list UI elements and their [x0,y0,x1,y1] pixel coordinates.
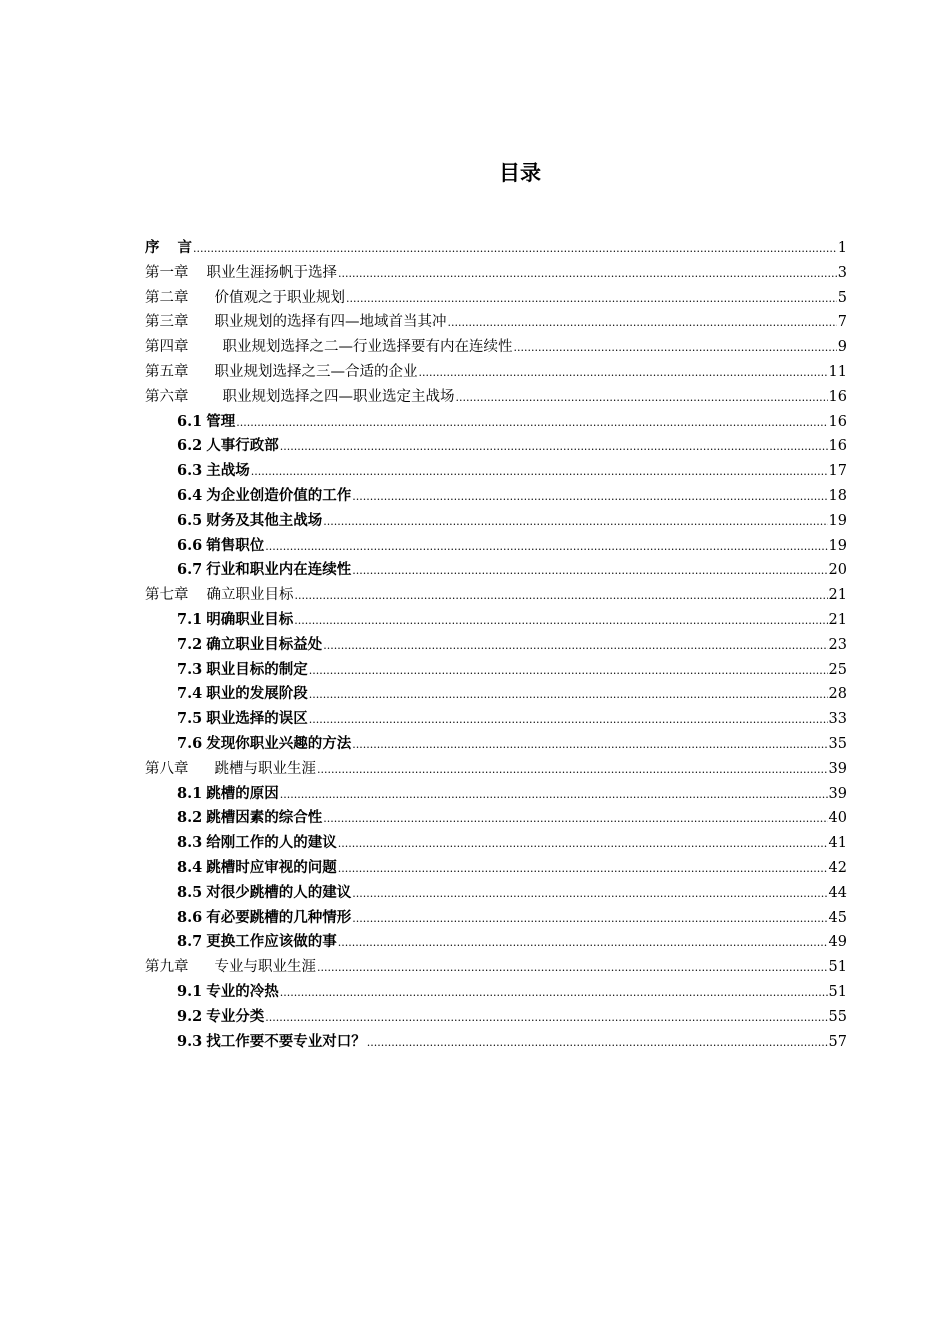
toc-entry-label [177,633,322,658]
toc-page-number: 9 [837,339,847,356]
toc-entry-text: 价值观之于职业规划 [214,289,345,306]
toc-entry-number: 7.3 [177,660,203,678]
toc-entry-text: 管理 [206,412,236,430]
toc-entry-text: 对很少跳槽的人的建议 [206,883,352,901]
toc-entry-text: 职业生涯扬帆于选择 [206,264,337,281]
toc-section-entry[interactable] [145,459,847,484]
toc-entry-text: 销售职位 [206,536,265,554]
toc-dot-leader [280,783,828,808]
toc-page-number: 39 [828,785,847,802]
table-of-contents [145,236,847,1054]
toc-entry-label [177,732,351,757]
toc-entry-number: 8.3 [177,834,203,852]
toc-entry-label [145,335,513,360]
toc-dot-leader [323,510,827,535]
toc-page-number: 7 [837,314,847,331]
toc-dot-leader [352,559,827,584]
toc-chapter-entry[interactable] [145,360,847,385]
toc-entry-text: 职业目标的制定 [206,660,308,678]
toc-preface-entry[interactable] [145,236,847,261]
toc-entry-number: 6.5 [177,511,203,529]
toc-page-number: 49 [828,934,847,951]
toc-entry-label [177,484,351,509]
toc-page-number: 21 [828,587,847,604]
toc-section-entry[interactable] [145,707,847,732]
toc-page-number: 40 [828,810,847,827]
toc-chapter-entry[interactable] [145,583,847,608]
toc-page-number: 16 [828,413,847,430]
toc-dot-leader [309,708,828,733]
toc-section-entry[interactable] [145,930,847,955]
toc-page-number: 28 [828,686,847,703]
toc-section-entry[interactable] [145,806,847,831]
toc-dot-leader [346,287,837,312]
toc-entry-text: 明确职业目标 [206,610,294,628]
toc-dot-leader [323,634,827,659]
toc-page-number: 39 [828,760,847,777]
toc-page-number: 19 [828,537,847,554]
toc-page-number: 18 [828,487,847,504]
toc-entry-label [145,955,316,980]
toc-page-number: 25 [828,661,847,678]
toc-section-entry[interactable] [145,608,847,633]
toc-section-entry[interactable] [145,782,847,807]
toc-entry-text: 跳槽因素的综合性 [206,809,323,827]
toc-entry-number: 第四章 [145,339,189,356]
toc-entry-text: 更换工作应该做的事 [206,933,337,951]
toc-dot-leader [236,411,827,436]
toc-entry-text: 有必要跳槽的几种情形 [206,908,352,926]
toc-section-entry[interactable] [145,509,847,534]
toc-page-number: 16 [828,438,847,455]
toc-entry-label [177,534,264,559]
toc-entry-number: 8.6 [177,908,203,926]
toc-entry-label [177,707,308,732]
toc-page-number: 44 [828,884,847,901]
toc-entry-number: 序 [145,239,160,256]
toc-page-number: 55 [828,1008,847,1025]
toc-entry-number: 第五章 [145,363,189,380]
toc-page-number: 33 [828,711,847,728]
toc-entry-text: 给刚工作的人的建议 [206,834,337,852]
toc-entry-label [177,558,351,583]
toc-entry-text: 找工作要不要专业对口？ [206,1032,366,1050]
toc-entry-label [177,881,351,906]
toc-page-number: 20 [828,562,847,579]
toc-entry-text: 言 [177,239,192,256]
toc-chapter-entry[interactable] [145,955,847,980]
toc-entry-label [177,980,279,1005]
toc-entry-text: 行业和职业内在连续性 [206,561,352,579]
toc-entry-text: 确立职业目标 [206,587,294,604]
toc-entry-label [177,806,322,831]
toc-entry-number: 8.5 [177,883,203,901]
toc-entry-text: 为企业创造价值的工作 [206,486,352,504]
toc-page-number: 45 [828,909,847,926]
toc-entry-number: 6.4 [177,486,203,504]
toc-entry-number: 6.2 [177,437,203,455]
toc-dot-leader [323,807,827,832]
toc-page-number: 3 [837,264,847,281]
toc-page-number: 23 [828,636,847,653]
toc-entry-number: 6.1 [177,412,203,430]
toc-entry-number: 9.3 [177,1032,203,1050]
toc-entry-number: 6.6 [177,536,203,554]
toc-dot-leader [265,1006,827,1031]
toc-dot-leader [309,659,828,684]
toc-chapter-entry[interactable] [145,385,847,410]
toc-entry-text: 主战场 [206,462,250,480]
toc-section-entry[interactable] [145,658,847,683]
toc-entry-text: 职业规划选择之三—合适的企业 [214,363,418,380]
toc-section-entry[interactable] [145,856,847,881]
toc-section-entry[interactable] [145,980,847,1005]
toc-entry-label [177,459,250,484]
toc-entry-number: 8.1 [177,784,203,802]
toc-entry-text: 专业的冷热 [206,982,279,1000]
toc-section-entry[interactable] [145,410,847,435]
toc-entry-number: 第七章 [145,587,189,604]
toc-entry-label [177,831,337,856]
toc-dot-leader [456,386,828,411]
toc-section-entry[interactable] [145,434,847,459]
toc-entry-text: 职业的发展阶段 [206,685,308,703]
toc-chapter-entry[interactable] [145,335,847,360]
toc-dot-leader [352,907,827,932]
toc-dot-leader [352,733,827,758]
toc-entry-text: 专业分类 [206,1007,265,1025]
toc-entry-number: 6.7 [177,561,203,579]
toc-entry-label [145,286,345,311]
toc-section-entry[interactable] [145,906,847,931]
toc-entry-label [177,856,337,881]
toc-entry-label [145,261,337,286]
toc-dot-leader [419,361,828,386]
toc-page-number: 21 [828,611,847,628]
toc-entry-label [177,682,308,707]
toc-chapter-entry[interactable] [145,310,847,335]
toc-page-number: 51 [828,959,847,976]
toc-page-number: 5 [837,289,847,306]
toc-section-entry[interactable] [145,1005,847,1030]
toc-chapter-entry[interactable] [145,286,847,311]
toc-chapter-entry[interactable] [145,261,847,286]
toc-dot-leader [367,1031,828,1056]
toc-entry-label [177,410,235,435]
toc-dot-leader [280,981,828,1006]
toc-entry-number: 第二章 [145,289,189,306]
toc-entry-label [177,930,337,955]
toc-entry-number: 第一章 [145,264,189,281]
toc-page-number: 57 [828,1033,847,1050]
toc-page-number: 42 [828,859,847,876]
toc-entry-number: 第三章 [145,314,189,331]
toc-dot-leader [251,460,828,485]
toc-entry-text: 职业选择的误区 [206,710,308,728]
toc-entry-text: 职业规划选择之四—职业选定主战场 [222,388,455,405]
toc-entry-number: 9.1 [177,982,203,1000]
toc-section-entry[interactable] [145,558,847,583]
toc-page-number: 1 [837,240,847,256]
toc-entry-number: 8.4 [177,858,203,876]
toc-page-number: 35 [828,735,847,752]
toc-entry-label [177,782,279,807]
toc-page-number: 51 [828,983,847,1000]
toc-entry-label [177,509,322,534]
toc-section-entry[interactable] [145,1030,847,1055]
toc-title: 目录 [499,161,541,185]
toc-page-number: 41 [828,835,847,852]
toc-entry-number: 7.6 [177,734,203,752]
toc-page-number: 17 [828,463,847,480]
toc-entry-number: 第九章 [145,959,189,976]
toc-entry-text: 跳槽时应审视的问题 [206,858,337,876]
toc-dot-leader [193,237,837,262]
toc-dot-leader [338,262,837,287]
toc-dot-leader [317,758,828,783]
toc-entry-text: 跳槽与职业生涯 [214,760,316,777]
toc-dot-leader [448,311,837,336]
toc-section-entry[interactable] [145,732,847,757]
toc-entry-number: 第八章 [145,760,189,777]
toc-chapter-entry[interactable] [145,757,847,782]
toc-section-entry[interactable] [145,484,847,509]
toc-dot-leader [352,485,827,510]
toc-entry-label [145,310,447,335]
toc-entry-number: 8.2 [177,809,203,827]
toc-section-entry[interactable] [145,831,847,856]
toc-section-entry[interactable] [145,881,847,906]
toc-dot-leader [338,931,828,956]
toc-section-entry[interactable] [145,633,847,658]
toc-entry-label [145,385,455,410]
toc-entry-text: 财务及其他主战场 [206,511,323,529]
toc-entry-text: 职业规划选择之二—行业选择要有内在连续性 [222,339,513,356]
toc-entry-label [177,1005,264,1030]
toc-entry-label [145,583,294,608]
toc-entry-text: 跳槽的原因 [206,784,279,802]
toc-entry-label [177,658,308,683]
toc-entry-text: 确立职业目标益处 [206,635,323,653]
toc-page-number: 16 [828,388,847,405]
toc-entry-label [177,906,351,931]
toc-entry-number: 7.4 [177,685,203,703]
toc-entry-label [145,360,418,385]
toc-entry-label [177,434,279,459]
toc-entry-number: 7.2 [177,635,203,653]
toc-entry-number: 9.2 [177,1007,203,1025]
toc-section-entry[interactable] [145,682,847,707]
toc-entry-label [145,236,192,261]
toc-dot-leader [338,832,828,857]
toc-entry-label [177,608,293,633]
toc-entry-number: 第六章 [145,388,189,405]
toc-page-number: 11 [828,363,847,380]
toc-entry-text: 职业规划的选择有四—地域首当其冲 [214,314,447,331]
toc-entry-text: 人事行政部 [206,437,279,455]
toc-dot-leader [338,857,828,882]
toc-entry-number: 7.1 [177,610,203,628]
toc-dot-leader [265,535,827,560]
toc-entry-text: 专业与职业生涯 [214,959,316,976]
toc-dot-leader [280,435,828,460]
toc-dot-leader [317,956,828,981]
toc-entry-label [145,757,316,782]
toc-dot-leader [352,882,827,907]
toc-dot-leader [309,683,828,708]
toc-entry-number: 6.3 [177,462,203,480]
toc-dot-leader [514,336,837,361]
toc-entry-text: 发现你职业兴趣的方法 [206,734,352,752]
toc-entry-number: 7.5 [177,710,203,728]
toc-entry-label [177,1030,366,1055]
toc-entry-number: 8.7 [177,933,203,951]
toc-page-number: 19 [828,512,847,529]
toc-dot-leader [295,584,828,609]
toc-dot-leader [294,609,827,634]
toc-section-entry[interactable] [145,534,847,559]
